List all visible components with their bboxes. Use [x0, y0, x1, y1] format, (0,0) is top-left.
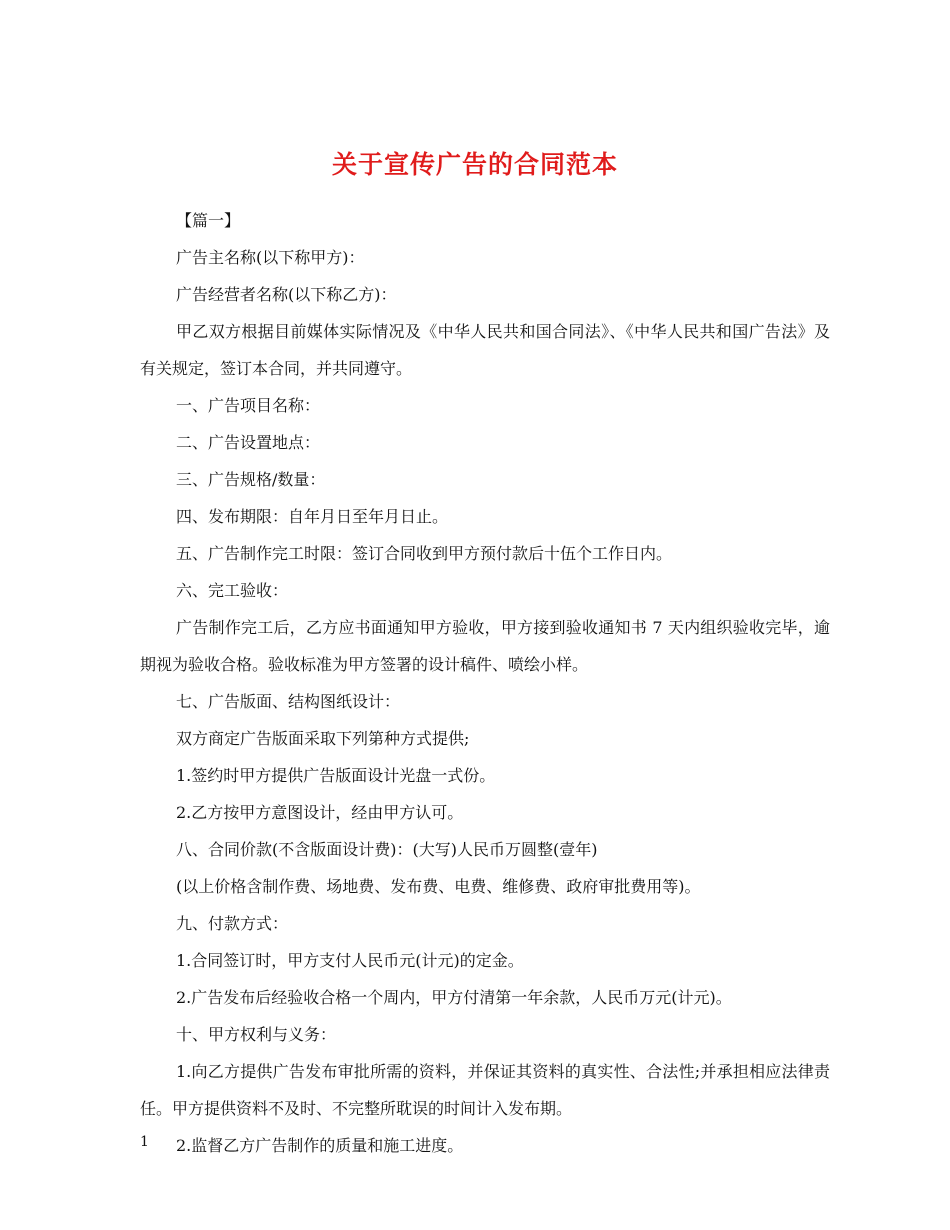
- paragraph-item-2: 二、广告设置地点：: [176, 433, 321, 452]
- paragraph-operator-name: 广告经营者名称(以下称乙方)：: [176, 285, 397, 304]
- paragraph-item-6: 六、完工验收：: [176, 581, 289, 600]
- paragraph-advertiser-name: 广告主名称(以下称甲方)：: [176, 248, 365, 267]
- paragraph-design-option-2: 2.乙方按甲方意图设计，经由甲方认可。: [176, 803, 464, 822]
- paragraph-design-option-1: 1.签约时甲方提供广告版面设计光盘一式份。: [176, 766, 496, 785]
- paragraph-item-9: 九、付款方式：: [176, 914, 289, 933]
- paragraph-payment-1: 1.合同签订时，甲方支付人民币元(计元)的定金。: [176, 951, 524, 970]
- paragraph-item-5: 五、广告制作完工时限：签订合同收到甲方预付款后十伍个工作日内。: [176, 544, 673, 563]
- paragraph-item-8: 八、合同价款(不含版面设计费)：(大写)人民币万圆整(壹年): [176, 840, 598, 859]
- document-body: [140, 202, 830, 1164]
- paragraph-section-heading: 【篇一】: [176, 211, 241, 230]
- paragraph-item-3: 三、广告规格/数量：: [176, 470, 326, 489]
- paragraph-item-7: 七、广告版面、结构图纸设计：: [176, 692, 401, 711]
- paragraph-payment-2: 2.广告发布后经验收合格一个周内，甲方付清第一年余款，人民币万元(计元)。: [176, 988, 732, 1007]
- document-title: 关于宣传广告的合同范本: [331, 149, 618, 179]
- paragraph-preamble: 甲乙双方根据目前媒体实际情况及《中华人民共和国合同法》、《中华人民共和国广告法》及有关规定，签订本合同，并共同遵守。: [140, 322, 830, 378]
- paragraph-design-method: 双方商定广告版面采取下列第种方式提供;: [176, 729, 470, 748]
- paragraph-price-note: (以上价格含制作费、场地费、发布费、电费、维修费、政府审批费用等)。: [176, 877, 701, 896]
- paragraph-item-10: 十、甲方权利与义务：: [176, 1025, 337, 1044]
- paragraph-party-a-duty-2: 2.监督乙方广告制作的质量和施工进度。: [176, 1136, 464, 1155]
- paragraph-party-a-duty-1: 1.向乙方提供广告发布审批所需的资料，并保证其资料的真实性、合法性;并承担相应法律责任。甲方提供资料不及时、不完整所耽误的时间计入发布期。: [140, 1062, 830, 1118]
- paragraph-acceptance-detail: 广告制作完工后，乙方应书面通知甲方验收，甲方接到验收通知书 7 天内组织验收完毕，逾期视为验收合格。验收标准为甲方签署的设计稿件、喷绘小样。: [140, 618, 830, 674]
- page-number: 1: [140, 1134, 149, 1150]
- paragraph-item-1: 一、广告项目名称：: [176, 396, 321, 415]
- paragraph-item-4: 四、发布期限：自年月日至年月日止。: [176, 507, 449, 526]
